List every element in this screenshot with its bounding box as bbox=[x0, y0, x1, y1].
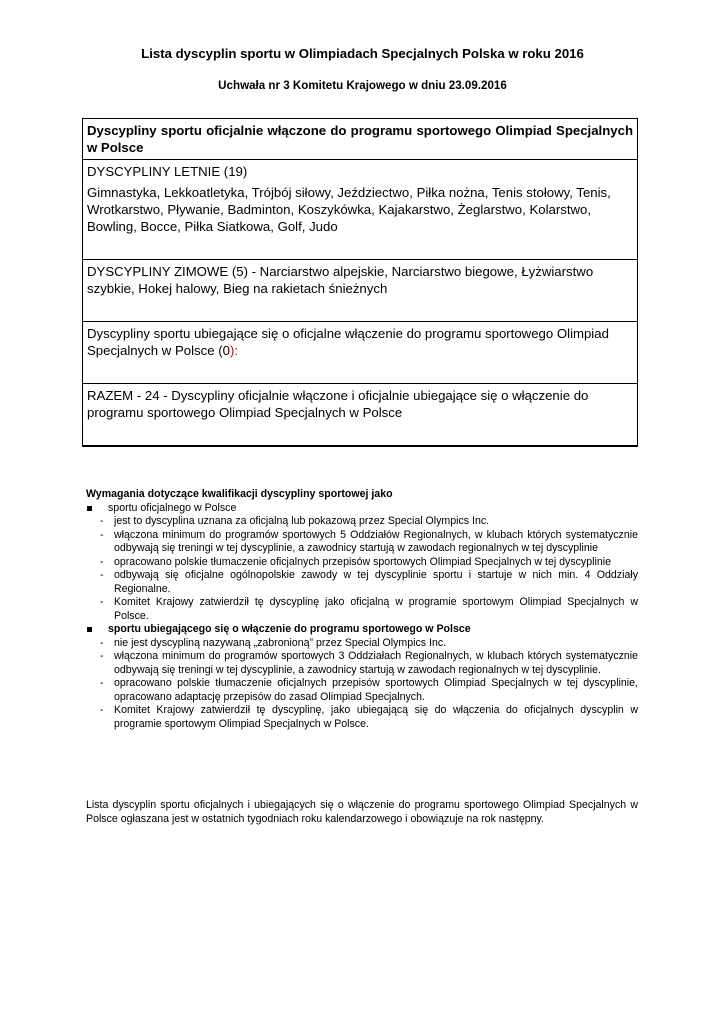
list-item: - opracowano polskie tłumaczenie oficjalnych przepisów sportowych Olimpiad Specjalnych w tej dyscyplinie, opracowano adaptację przepisów do zasad Olimpiad Specjalnych. bbox=[100, 677, 638, 703]
disciplines-table bbox=[82, 118, 638, 447]
candidate-disciplines-cell bbox=[83, 321, 637, 383]
official-requirements-list bbox=[100, 515, 638, 623]
footer-paragraph: Lista dyscyplin sportu oficjalnych i ubiegających się o włączenie do programu sportowego Olimpiad Specjalnych w Polsce ogłaszana jest w ostatnich tygodniach roku kalendarzowego i obowiązuje na rok następny. bbox=[86, 799, 638, 825]
total-cell: RAZEM - 24 - Dyscypliny oficjalnie włączone i oficjalnie ubiegające się o włączenie do programu sportowego Olimpiad Specjalnych w Polsce bbox=[83, 383, 637, 446]
candidates-count: 0 bbox=[222, 343, 230, 358]
candidates-tail: ): bbox=[229, 343, 239, 358]
summer-list: Gimnastyka, Lekkoatletyka, Trójbój siłowy, Jeździectwo, Piłka nożna, Tenis stołowy, Tenis, Wrotkarstwo, Pływanie, Badminton, Koszykówka, Kajakarstwo, Żeglarstwo, Kolarstwo, Bowling, Bocce, Piłka Siatkowa, Golf, Judo bbox=[87, 185, 611, 234]
candidate-requirements-list bbox=[100, 637, 638, 732]
summer-heading: DYSCYPLINY LETNIE (19) bbox=[87, 164, 248, 179]
table-header: Dyscypliny sportu oficjalnie włączone do programu sportowego Olimpiad Specjalnych w Polsce bbox=[87, 123, 633, 155]
winter-disciplines-cell: DYSCYPLINY ZIMOWE (5) - Narciarstwo alpejskie, Narciarstwo biegowe, Łyżwiarstwo szybkie, Hokej halowy, Bieg na rakietach śnieżnych bbox=[83, 259, 637, 321]
requirements-heading: Wymagania dotyczące kwalifikacji dyscypliny sportowej jako bbox=[86, 488, 393, 500]
square-bullet-icon bbox=[87, 506, 92, 511]
official-sport-label: sportu oficjalnego w Polsce bbox=[108, 501, 237, 514]
list-item: - włączona minimum do programów sportowych 3 Oddziałach Regionalnych, w klubach których systematycznie odbywają się treningi w tej dyscyplinie, a zawodnicy startują w zawodach regionalnych w tej dyscyplinie. bbox=[100, 650, 638, 676]
official-sport-bullet bbox=[86, 502, 638, 516]
list-item: - włączona minimum do programów sportowych 5 Oddziałów Regionalnych, w klubach których systematycznie odbywają się treningi w tej dyscyplinie, a zawodnicy startują w zawodach regionalnych w tej dyscyplinie bbox=[100, 528, 638, 554]
list-item: - jest to dyscyplina uznana za oficjalną lub pokazową przez Special Olympics Inc. bbox=[100, 515, 490, 527]
resolution-subtitle: Uchwała nr 3 Komitetu Krajowego w dniu 23.09.2016 bbox=[218, 79, 507, 92]
list-item: - opracowano polskie tłumaczenie oficjalnych przepisów sportowych Olimpiad Specjalnych w tej dyscyplinie bbox=[100, 555, 611, 568]
summer-disciplines-cell bbox=[83, 159, 637, 259]
list-item: - Komitet Krajowy zatwierdził tę dyscyplinę jako oficjalną w programie sportowym Olimpiad Specjalnych w Polsce. bbox=[100, 596, 638, 622]
list-item: - Komitet Krajowy zatwierdził tę dyscyplinę, jako ubiegającą się do włączenia do oficjalnych dyscyplin w programie sportowym Olimpiad Specjalnych w Polsce. bbox=[100, 704, 638, 730]
candidate-sport-bullet bbox=[86, 623, 638, 637]
requirements-section bbox=[86, 488, 638, 731]
list-item: - nie jest dyscypliną nazywaną „zabronioną” przez Special Olympics Inc. bbox=[100, 636, 447, 649]
page-title: Lista dyscyplin sportu w Olimpiadach Specjalnych Polska w roku 2016 bbox=[141, 46, 584, 61]
candidate-sport-label: sportu ubiegającego się o włączenie do programu sportowego w Polsce bbox=[108, 623, 471, 635]
candidates-text: Dyscypliny sportu ubiegające się o oficjalne włączenie do programu sportowego Olimpiad Specjalnych w Polsce ( bbox=[87, 326, 609, 358]
list-item: - odbywają się oficjalne ogólnopolskie zawody w tej dyscyplinie sportu i startuje w nich min. 4 Oddziały Regionalne. bbox=[100, 569, 638, 595]
square-bullet-icon bbox=[87, 627, 92, 632]
